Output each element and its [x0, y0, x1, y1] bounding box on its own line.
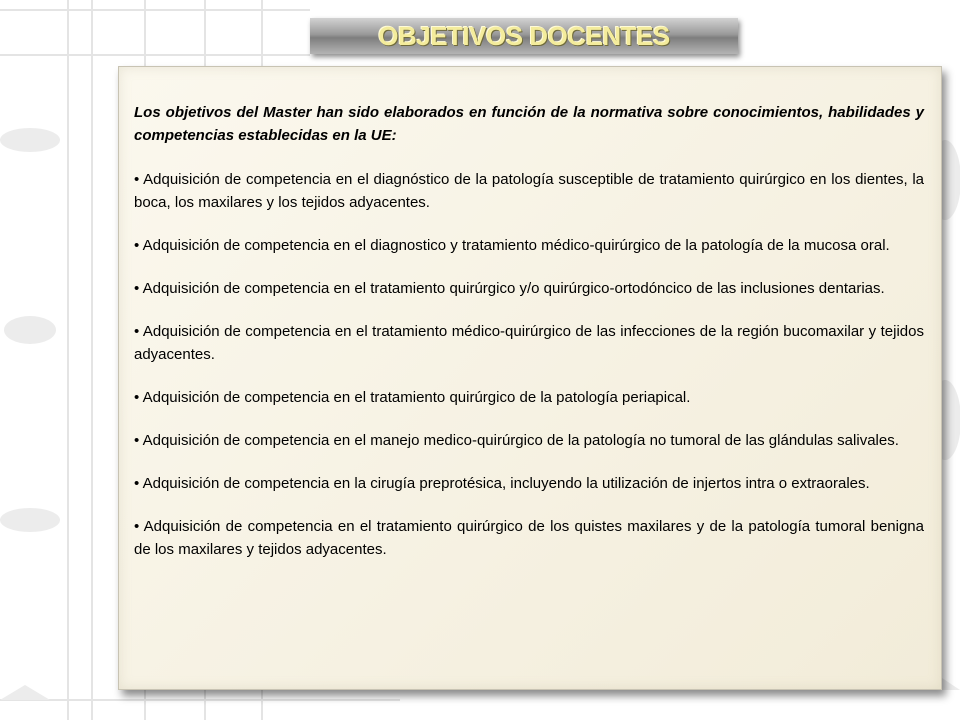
page-title: OBJETIVOS DOCENTES	[378, 21, 670, 51]
objective-item: • Adquisición de competencia en la cirugía preprotésica, incluyendo la utilización de injertos intra o extraorales.	[134, 475, 870, 492]
objectives-content	[134, 101, 924, 561]
objective-item: • Adquisición de competencia en el diagnostico y tratamiento médico-quirúrgico de la patología de la mucosa oral.	[134, 237, 890, 254]
objective-item: • Adquisición de competencia en el tratamiento quirúrgico y/o quirúrgico-ortodóncico de las inclusiones dentarias.	[134, 280, 885, 297]
objective-item: • Adquisición de competencia en el tratamiento médico-quirúrgico de las infecciones de la región bucomaxilar y tejidos adyacentes.	[134, 323, 924, 363]
objective-item: • Adquisición de competencia en el tratamiento quirúrgico de los quistes maxilares y de la patología tumoral benigna de los maxilares y tejidos adyacentes.	[134, 518, 924, 558]
intro-text: Los objetivos del Master han sido elaborados en función de la normativa sobre conocimientos, habilidades y competencias establecidas en la UE:	[134, 104, 924, 144]
objective-item: • Adquisición de competencia en el tratamiento quirúrgico de la patología periapical.	[134, 389, 691, 406]
objective-item: • Adquisición de competencia en el diagnóstico de la patología susceptible de tratamiento quirúrgico en los dientes, la boca, los maxilares y los tejidos adyacentes.	[134, 171, 924, 211]
objective-item: • Adquisición de competencia en el manejo medico-quirúrgico de la patología no tumoral de las glándulas salivales.	[134, 432, 899, 449]
title-banner	[310, 18, 738, 54]
